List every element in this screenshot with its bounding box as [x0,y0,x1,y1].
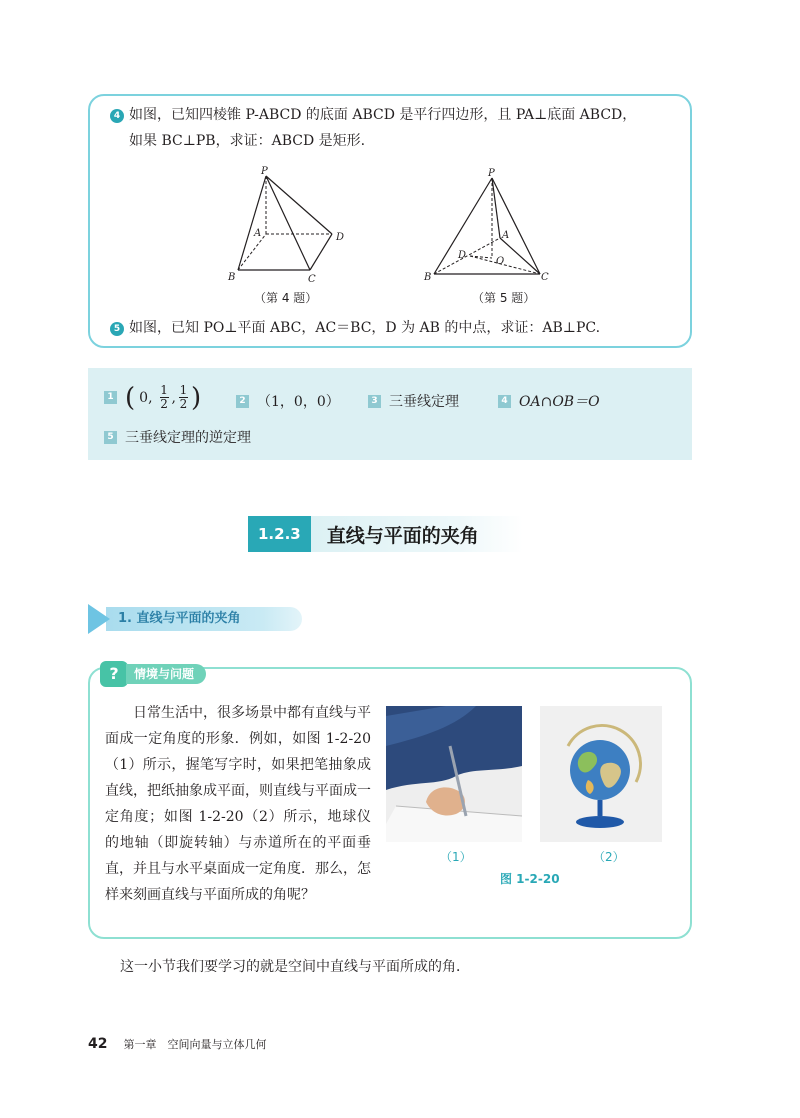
answer-4-text: OA∩OB＝O [519,394,600,410]
subsection-banner [88,604,302,634]
problem-4-line1: 如图，已知四棱锥 P-ABCD 的底面 ABCD 是平行四边形，且 PA⊥底面 ABCD， [129,107,637,123]
fig5-label-a: A [502,230,510,241]
writing-hand-illustration [386,706,522,842]
fig5-label-o: O [496,256,505,267]
situation-label: 情境与问题 [126,664,206,684]
figure-4-caption: （第 4 题） [254,291,318,305]
situation-text: 日常生活中，很多场景中都有直线与平面成一定角度的形象．例如，如图 1-2-20（1）所示，握笔写字时，如果把笔抽象成直线，把纸抽象成平面，则直线与平面成一定角度；如图 1-2-20（2）所示，地球仪的地轴（即旋转轴）与赤道所在的平面垂直，并且与水平桌面成一定角度．那么，怎样来刻画直线与平面所成的角呢？ [105,705,371,903]
fig5-label-p: P [488,168,495,179]
figure-5-pyramid [420,166,560,286]
answer-2-text: （1，0，0） [257,394,340,410]
numerator: 1 [160,383,168,397]
answer-number-badge: 5 [104,431,117,444]
problem-5-text: 如图，已知 PO⊥平面 ABC，AC＝BC，D 为 AB 的中点，求证：AB⊥PC. [129,320,601,336]
photo-writing-hand [386,706,522,842]
fig4-label-b: B [228,272,236,283]
section-title: 直线与平面的夹角 [311,516,523,552]
answer-number-badge: 2 [236,395,249,408]
answer-1 [104,384,201,411]
answer-1-v1: 0, [139,389,153,406]
fig5-label-b: B [424,272,432,283]
globe-illustration [540,706,662,842]
problem-4 [110,102,636,128]
section-number: 1.2.3 [248,516,311,552]
problem-number-badge: 4 [110,109,124,123]
photo-2-caption: （2） [593,850,625,864]
subsection-title: 1. 直线与平面的夹角 [106,607,302,631]
answer-1-comma: , [171,389,176,406]
fig5-label-d: D [458,250,467,261]
fraction-half [179,384,188,411]
denominator: 2 [160,397,168,411]
answer-5-text: 三垂线定理的逆定理 [125,430,251,446]
answer-4 [498,391,600,411]
chapter-title: 第一章 空间向量与立体几何 [123,1038,267,1051]
answer-3 [368,391,459,411]
answer-number-badge: 1 [104,391,117,404]
numerator: 1 [179,383,188,397]
figure-label: 图 1-2-20 [500,872,560,886]
section-header [248,516,523,552]
figure-5-caption: （第 5 题） [472,291,536,305]
closing-text: 这一小节我们要学习的就是空间中直线与平面所成的角． [120,959,470,975]
problem-4-line2: 如果 BC⊥PB，求证：ABCD 是矩形. [129,133,366,149]
answer-number-badge: 4 [498,395,511,408]
problem-number-badge: 5 [110,322,124,336]
figure-4-pyramid [220,162,360,286]
fraction-half [160,384,169,411]
answer-3-text: 三垂线定理 [389,394,459,410]
fig4-label-c: C [308,274,316,285]
fig4-label-a: A [254,228,262,239]
page-footer [88,1036,266,1052]
photo-globe [540,706,662,842]
left-paren: ( [125,382,136,413]
denominator: 2 [179,397,188,411]
problem-5 [110,315,600,341]
answer-5 [104,427,251,447]
right-paren: ) [190,382,202,413]
answer-number-badge: 3 [368,395,381,408]
photo-1-caption: （1） [440,850,472,864]
answer-2 [236,391,340,411]
question-icon: ? [100,661,128,687]
fig5-label-c: C [541,272,549,283]
fig4-label-d: D [336,232,345,243]
page-number: 42 [88,1036,108,1052]
situation-tab [100,661,206,687]
subsection-arrow-icon [88,604,110,634]
fig4-label-p: P [261,166,268,177]
